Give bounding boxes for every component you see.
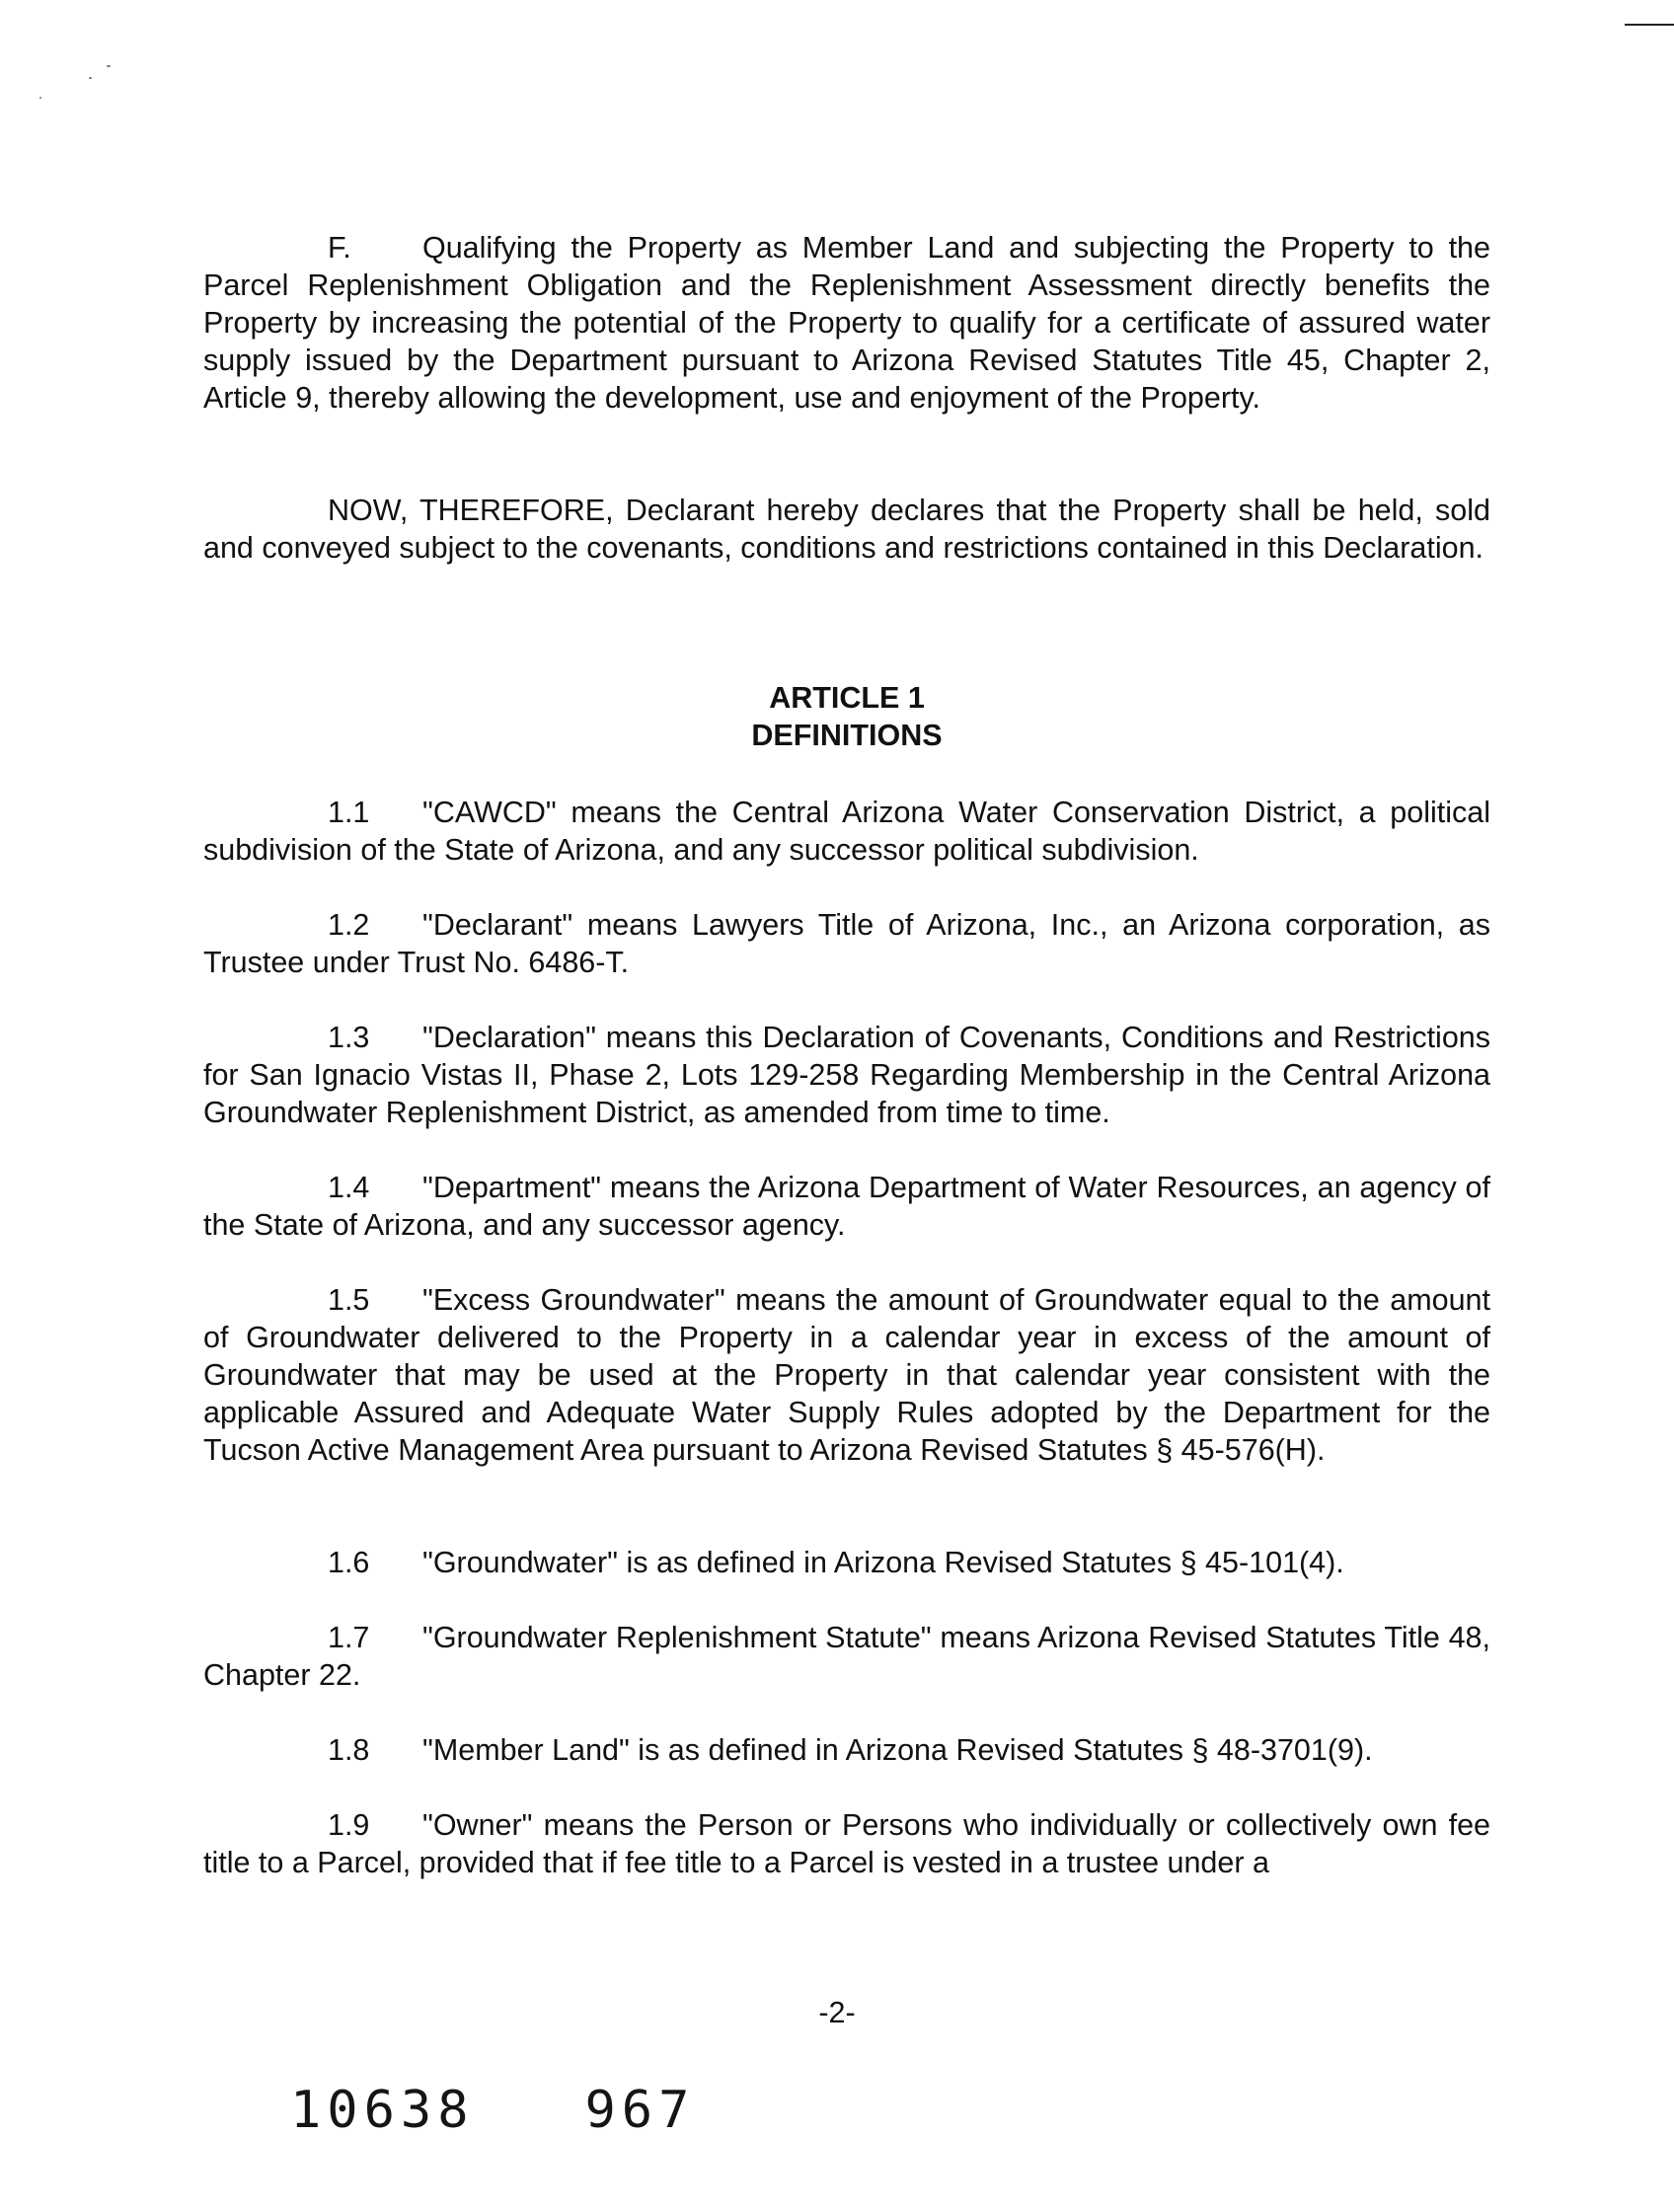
definition-text: "Declarant" means Lawyers Title of Arizona, Inc., an Arizona corporation, as Trustee under Trust No. 6486-T. <box>203 908 1490 979</box>
recital-f-text: Qualifying the Property as Member Land and subjecting the Property to the Parcel Replenishment Obligation and the Replenishment Assessment directly benefits the Property by increasing the potential of the Property to qualify for a certificate of assured water supply issued by the Department pursuant to Arizona Revised Statutes Title 45, Chapter 2, Article 9, thereby allowing the development, use and enjoyment of the Property. <box>203 231 1490 415</box>
definition-number: 1.3 <box>328 1021 370 1054</box>
definition-number: 1.1 <box>328 796 370 829</box>
definition-text: "CAWCD" means the Central Arizona Water Conservation District, a political subdivision of the State of Arizona, and any successor political subdivision. <box>203 796 1490 867</box>
now-therefore-clause: NOW, THEREFORE, Declarant hereby declares that the Property shall be held, sold and conveyed subject to the covenants, conditions and restrictions contained in this Declaration. <box>203 494 1490 565</box>
definition-text: "Member Land" is as defined in Arizona Revised Statutes § 48-3701(9). <box>422 1733 1373 1767</box>
recital-f <box>203 229 1490 417</box>
definition-number: 1.7 <box>328 1621 370 1654</box>
recital-f-label: F. <box>328 231 351 265</box>
definition-number: 1.5 <box>328 1283 370 1317</box>
recording-stamp <box>290 2081 695 2140</box>
definition-1-1 <box>203 794 1490 869</box>
definition-text: "Groundwater Replenishment Statute" means Arizona Revised Statutes Title 48, Chapter 22. <box>203 1621 1490 1692</box>
recording-page: 967 <box>584 2081 696 2140</box>
article-subtitle: DEFINITIONS <box>751 719 943 752</box>
recording-docket: 10638 <box>290 2081 475 2140</box>
definition-text: "Excess Groundwater" means the amount of Groundwater equal to the amount of Groundwater delivered to the Property in a calendar year in excess of the amount of Groundwater that may be used at the Property in that calendar year consistent with the applicable Assured and Adequate Water Supply Rules adopted by the Department for the Tucson Active Management Area pursuant to Arizona Revised Statutes § 45-576(H). <box>203 1283 1490 1467</box>
definition-number: 1.6 <box>328 1546 370 1579</box>
scan-speck <box>89 77 92 79</box>
definition-number: 1.2 <box>328 908 370 942</box>
definition-number: 1.8 <box>328 1733 370 1767</box>
scan-edge-mark <box>1625 24 1674 26</box>
definition-1-5 <box>203 1281 1490 1469</box>
definition-text: "Groundwater" is as defined in Arizona Revised Statutes § 45-101(4). <box>422 1546 1344 1579</box>
scan-speck <box>107 65 111 67</box>
scan-speck <box>39 97 41 99</box>
definition-1-7 <box>203 1619 1490 1694</box>
definition-number: 1.9 <box>328 1808 370 1842</box>
page-number: -2- <box>818 1996 856 2029</box>
definition-1-3 <box>203 1019 1490 1131</box>
definition-1-4 <box>203 1169 1490 1244</box>
definition-1-9 <box>203 1806 1490 1881</box>
definition-number: 1.4 <box>328 1171 370 1204</box>
definition-text: "Declaration" means this Declaration of Covenants, Conditions and Restrictions for San Ignacio Vistas II, Phase 2, Lots 129-258 Regarding Membership in the Central Arizona Groundwater Replenishment District, as amended from time to time. <box>203 1021 1490 1129</box>
article-title: ARTICLE 1 <box>769 681 925 715</box>
definition-text: "Department" means the Arizona Department of Water Resources, an agency of the State of Arizona, and any successor agency. <box>203 1171 1490 1242</box>
definition-1-6 <box>203 1544 1490 1581</box>
definition-1-2 <box>203 906 1490 981</box>
definition-text: "Owner" means the Person or Persons who individually or collectively own fee title to a Parcel, provided that if fee title to a Parcel is vested in a trustee under a <box>203 1808 1490 1879</box>
definition-1-8 <box>203 1731 1490 1769</box>
